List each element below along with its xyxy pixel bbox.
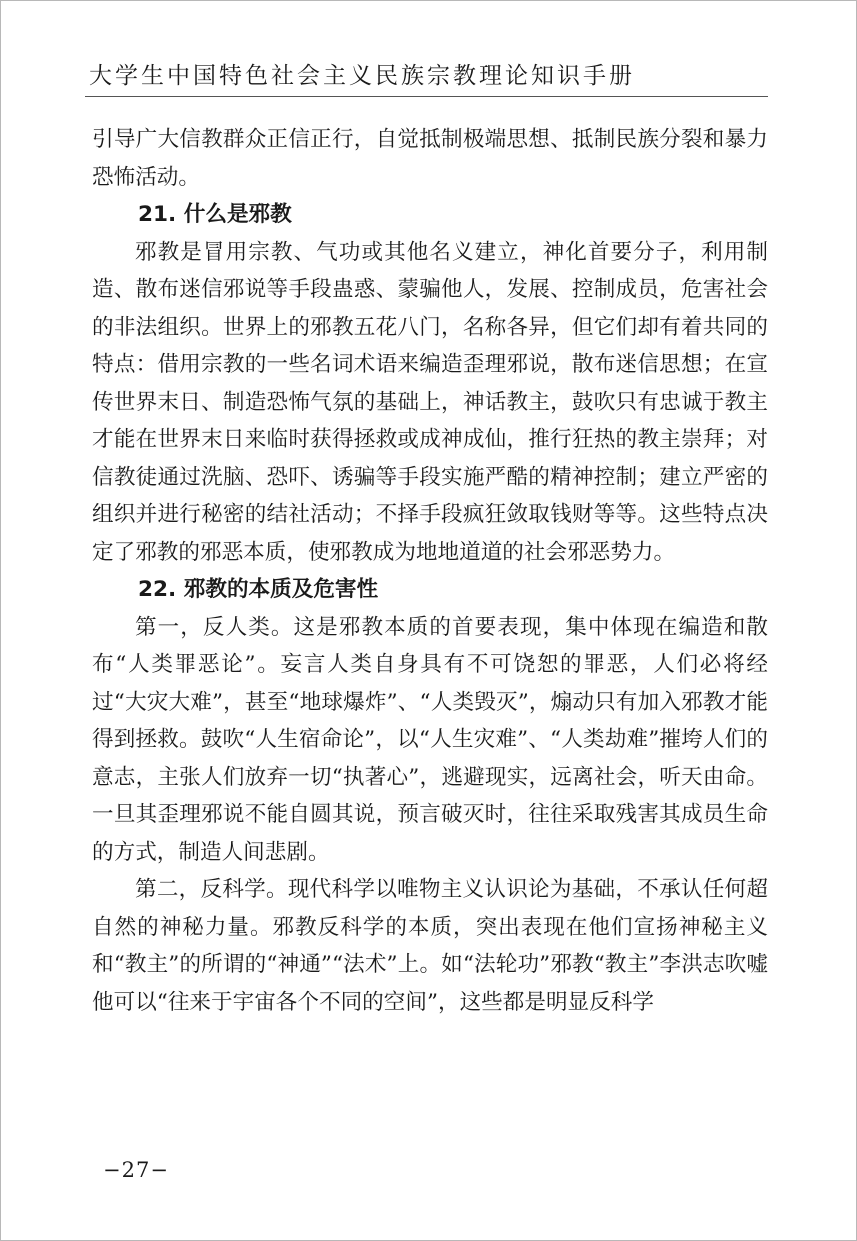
header-divider: [85, 96, 768, 97]
section-22-paragraph-2: 第二，反科学。现代科学以唯物主义认识论为基础，不承认任何超自然的神秘力量。邪教反科学的本质，突出表现在他们宣扬神秘主义和“教主”的所谓的“神通”“法术”上。如“法轮功”邪教“教主”李洪志吹嘘他可以“往来于宇宙各个不同的空间”，这些都是明显反科学: [92, 877, 768, 1015]
section-heading-22: 22. 邪教的本质及危害性: [138, 577, 379, 602]
section-21-paragraph: 邪教是冒用宗教、气功或其他名义建立，神化首要分子，利用制造、散布迷信邪说等手段蛊惑、蒙骗他人，发展、控制成员，危害社会的非法组织。世界上的邪教五花八门，名称各异，但它们却有着共同的特点：借用宗教的一些名词术语来编造歪理邪说，散布迷信思想；在宣传世界末日、制造恐怖气氛的基础上，神话教主，鼓吹只有忠诚于教主才能在世界末日来临时获得拯救或成神成仙，推行狂热的教主崇拜；对信教徒通过洗脑、恐吓、诱骗等手段实施严酷的精神控制；建立严密的组织并进行秘密的结社活动；不择手段疯狂敛取钱财等等。这些特点决定了邪教的邪恶本质，使邪教成为地地道道的社会邪恶势力。: [92, 239, 768, 565]
running-header: 大学生中国特色社会主义民族宗教理论知识手册: [89, 63, 635, 89]
section-22-paragraph-1: 第一，反人类。这是邪教本质的首要表现，集中体现在编造和散布“人类罪恶论”。妄言人类自身具有不可饶恕的罪恶，人们必将经过“大灾大难”，甚至“地球爆炸”、“人类毁灭”，煽动只有加入邪教才能得到拯救。鼓吹“人生宿命论”，以“人生灾难”、“人类劫难”摧垮人们的意志，主张人们放弃一切“执著心”，逃避现实，远离社会，听天由命。一旦其歪理邪说不能自圆其说，预言破灭时，往往采取残害其成员生命的方式，制造人间悲剧。: [92, 614, 768, 865]
continued-paragraph: 引导广大信教群众正信正行，自觉抵制极端思想、抵制民族分裂和暴力恐怖活动。: [92, 127, 768, 190]
body-text: [92, 121, 768, 1021]
page-number: −27−: [103, 1158, 169, 1182]
section-heading-21: 21. 什么是邪教: [138, 202, 292, 227]
